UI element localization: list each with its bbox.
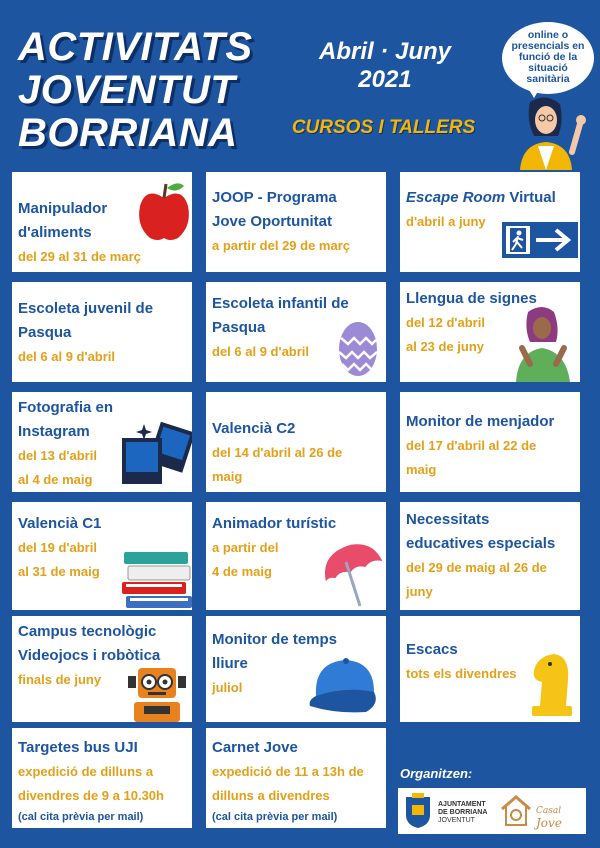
activity-card-escoleta-juvenil[interactable] — [12, 282, 192, 382]
cap-icon — [306, 656, 382, 716]
card-date: del 19 d'abril — [18, 540, 97, 555]
card-title: Escacs — [406, 641, 458, 658]
bubble-line: online o — [527, 29, 569, 41]
activity-card-temps-lliure[interactable] — [206, 616, 386, 722]
logo-line: DE BORRIANA — [438, 809, 488, 816]
easter-egg-icon — [338, 316, 378, 378]
title-line-3: BORRIANA — [18, 111, 238, 155]
casal-jove-house-icon — [500, 795, 532, 827]
casal-jove-logo-text — [536, 802, 586, 830]
logo-line: AJUNTAMENT — [438, 801, 486, 808]
card-date: del 14 d'abril al 26 de — [212, 445, 343, 460]
card-date: del 6 al 9 d'abril — [18, 349, 116, 364]
card-title: Monitor de temps — [212, 631, 338, 648]
card-title: Llengua de signes — [406, 290, 537, 307]
card-date: del 17 d'abril al 22 de — [406, 438, 537, 453]
card-date: expedició de 11 a 13h de — [212, 764, 364, 779]
activity-card-joop[interactable] — [206, 172, 386, 272]
card-title: Necessitats — [406, 511, 490, 528]
card-date: del 13 d'abril — [18, 448, 97, 463]
card-date: juny — [406, 584, 433, 599]
logo-line: JOVENTUT — [438, 817, 475, 824]
card-title: Campus tecnològic — [18, 623, 157, 640]
card-date: tots els divendres — [406, 666, 517, 681]
card-date: divendres de 9 a 10.30h — [18, 788, 164, 803]
logo-prefix: Casal — [536, 806, 562, 816]
activity-card-manipulador[interactable] — [12, 172, 192, 272]
title-line-2: JOVENTUT — [18, 68, 236, 112]
card-title-rest: Virtual — [505, 189, 556, 206]
activity-card-carnet-jove[interactable] — [206, 728, 386, 828]
card-title: lliure — [212, 655, 248, 672]
woman-waving-icon — [500, 96, 592, 170]
period — [300, 38, 470, 94]
card-date: juliol — [212, 680, 243, 695]
title-line-1: ACTIVITATS — [18, 25, 253, 69]
card-title: Videojocs i robòtica — [18, 647, 161, 664]
card-date: del 6 al 9 d'abril — [212, 344, 310, 359]
card-date: del 12 d'abril — [406, 315, 485, 330]
activity-card-fotografia[interactable] — [12, 392, 192, 492]
subtitle: CURSOS I TALLERS — [291, 117, 476, 138]
organizers-logos — [398, 788, 586, 834]
page-title — [18, 26, 253, 155]
card-date: expedició de dilluns a — [18, 764, 154, 779]
card-title: Jove Oportunitat — [212, 213, 333, 230]
chess-knight-icon — [528, 650, 576, 718]
period-months: Abril · Juny — [318, 38, 451, 65]
exit-sign-icon — [502, 222, 578, 258]
card-date: a partir del — [212, 540, 279, 555]
activity-card-animador[interactable] — [206, 502, 386, 610]
card-title: Escoleta infantil de — [212, 295, 349, 312]
card-date: d'abril a juny — [406, 214, 486, 229]
card-note: (cal cita prèvia per mail) — [212, 811, 338, 823]
activity-card-monitor-menjador[interactable] — [400, 392, 580, 492]
card-title: d'aliments — [18, 224, 92, 241]
speech-bubble — [502, 22, 594, 94]
card-title: Escoleta juvenil de — [18, 300, 154, 317]
activity-card-valencia-c2[interactable] — [206, 392, 386, 492]
card-date: a partir del 29 de març — [212, 238, 351, 253]
card-date: 4 de maig — [212, 564, 272, 579]
card-date: al 23 de juny — [406, 339, 485, 354]
apple-icon — [136, 180, 192, 242]
card-title: educatives especials — [406, 535, 556, 552]
card-date: del 29 al 31 de març — [18, 249, 141, 264]
card-title — [406, 186, 556, 210]
organizers-label: Organitzen: — [400, 766, 473, 781]
activity-card-escoleta-infantil[interactable] — [206, 282, 386, 382]
robot-icon — [124, 668, 190, 722]
card-title: Instagram — [18, 423, 90, 440]
sign-language-icon — [508, 302, 578, 382]
bubble-line: sanitària — [526, 73, 570, 85]
logo-suffix: Jove — [536, 816, 562, 830]
activity-card-campus[interactable] — [12, 616, 192, 722]
card-title: Pasqua — [212, 319, 266, 336]
activity-card-escacs[interactable] — [400, 616, 580, 722]
card-title: Targetes bus UJI — [18, 739, 138, 756]
card-title: Valencià C1 — [18, 515, 102, 532]
ajuntament-logo-text — [438, 801, 487, 825]
card-title: Valencià C2 — [212, 420, 296, 437]
activity-card-llengua-signes[interactable] — [400, 282, 580, 382]
card-title: JOOP - Programa — [212, 189, 337, 206]
activity-card-bus-uji[interactable] — [12, 728, 192, 828]
card-note: (cal cita prèvia per mail) — [18, 811, 144, 823]
card-date: finals de juny — [18, 672, 102, 687]
card-title: Manipulador — [18, 200, 108, 217]
card-date: maig — [406, 462, 437, 477]
card-title: Monitor de menjador — [406, 413, 555, 430]
books-icon — [120, 548, 194, 610]
bubble-line: situació — [528, 62, 568, 74]
activity-card-escape-room[interactable] — [400, 172, 580, 272]
borriana-crest-icon — [404, 793, 432, 829]
bubble-line: funció de la — [518, 51, 578, 63]
card-date: maig — [212, 469, 243, 484]
card-date: del 29 de maig al 26 de — [406, 560, 547, 575]
card-title: Pasqua — [18, 324, 72, 341]
activity-card-valencia-c1[interactable] — [12, 502, 192, 610]
umbrella-icon — [316, 540, 382, 608]
card-title: Fotografia en — [18, 399, 114, 416]
activity-card-necessitats[interactable] — [400, 502, 580, 610]
card-title: Animador turístic — [212, 515, 337, 532]
photos-icon — [118, 418, 192, 488]
card-title-italic: Escape Room — [406, 189, 506, 206]
period-year: 2021 — [358, 66, 412, 93]
card-date: al 31 de maig — [18, 564, 100, 579]
card-title: Carnet Jove — [212, 739, 298, 756]
bubble-line: presencials en — [511, 40, 585, 52]
card-date: dilluns a divendres — [212, 788, 330, 803]
card-date: al 4 de maig — [18, 472, 93, 487]
